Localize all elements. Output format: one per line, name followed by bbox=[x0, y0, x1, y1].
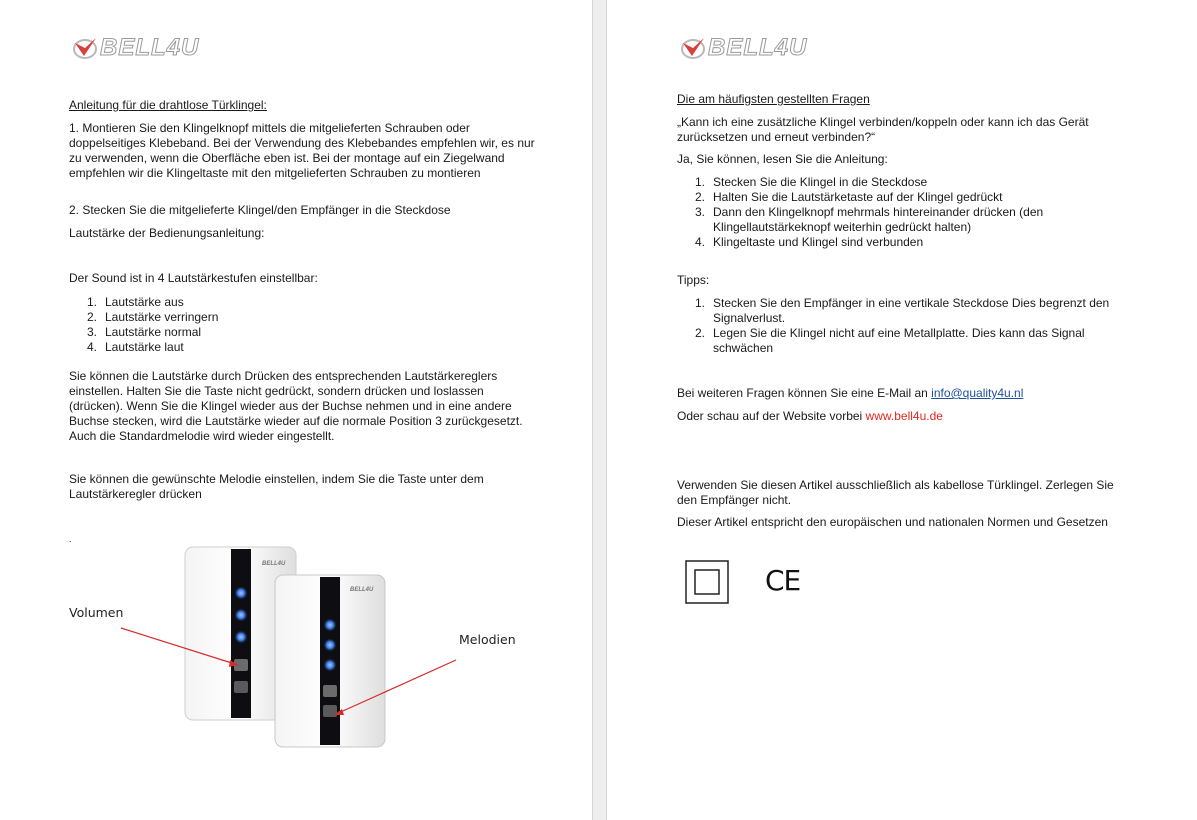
website-line bbox=[677, 409, 1157, 424]
ce-mark-icon: CE bbox=[765, 564, 801, 597]
tips-heading: Tipps: bbox=[677, 273, 710, 287]
list-item: 3. Lautstärke normal bbox=[87, 325, 202, 339]
list-item: 4. Klingeltaste und Klingel sind verbunden bbox=[695, 235, 924, 249]
faq-answer: Ja, Sie können, lesen Sie die Anleitung: bbox=[677, 152, 888, 166]
list-item: 2. Lautstärke verringern bbox=[87, 310, 219, 324]
device-brand-label-front: BELL4U bbox=[350, 587, 374, 593]
bell4u-logo bbox=[72, 34, 199, 62]
list-item: 2. Legen Sie die Klingel nicht auf eine Metallplatte. Dies kann das Signal schwächen bbox=[695, 326, 1085, 355]
volume-annotation: Volumen bbox=[69, 605, 124, 620]
melody-annotation: Melodien bbox=[459, 632, 516, 647]
email-link[interactable]: info@quality4u.nl bbox=[931, 386, 1024, 400]
tips-list bbox=[677, 296, 1147, 356]
list-item: 2. Halten Sie die Lautstärketaste auf der Klingel gedrückt bbox=[695, 190, 1003, 204]
answer-steps-list bbox=[677, 175, 1077, 250]
logo-text: BELL4U bbox=[100, 34, 200, 61]
list-item: 3. Dann den Klingelknopf mehrmals hintereinander drücken (den Klingellautstärkeknopf weiterhin gedrückt halten) bbox=[695, 205, 1044, 234]
faq-heading: Die am häufigsten gestellten Fragen bbox=[677, 92, 870, 106]
logo-emblem-icon bbox=[72, 36, 98, 60]
document-page-left bbox=[0, 0, 592, 820]
list-item: 4. Lautstärke laut bbox=[87, 340, 184, 354]
contact-line bbox=[677, 386, 1157, 401]
volume-heading: Lautstärke der Bedienungsanleitung: bbox=[69, 226, 265, 240]
list-item: 1. Lautstärke aus bbox=[87, 295, 184, 309]
bell4u-logo bbox=[680, 34, 807, 62]
website-link[interactable]: www.bell4u.de bbox=[865, 409, 943, 423]
doorbell-product-image bbox=[180, 545, 395, 750]
list-item: 1. Stecken Sie den Empfänger in eine vertikale Steckdose Dies begrenzt den Signalverlust. bbox=[695, 296, 1110, 325]
faq-question: „Kann ich eine zusätzliche Klingel verbinden/koppeln oder kann ich das Gerät zurücksetzen und erneut verbinden?“ bbox=[677, 115, 1089, 144]
instruction-step-1: 1. Montieren Sie den Klingelknopf mittels die mitgelieferten Schrauben oder doppelseitiges Klebeband. Bei der Verwendung des Klebebandes empfehlen wir, es nur zu verwenden, wenn die Oberfläche eben ist. Bei der montage auf ein Ziegelwand empfehlen wir die Klingeltaste mit den mitgelieferten Schrauben zu montieren bbox=[69, 121, 535, 180]
volume-paragraph: Sie können die Lautstärke durch Drücken des entsprechenden Lautstärkereglers einstellen. Halten Sie die Taste nicht gedrückt, sondern drücken und loslassen (drücken). Wenn Sie die Klingel wieder aus der Buchse nehmen und in eine andere Buchse stecken, wird die Lautstärke wieder auf die normale Position 3 zurückgesetzt. Auch die Standardmelodie wird wieder eingestellt. bbox=[69, 369, 523, 443]
contact-prefix: Bei weiteren Fragen können Sie eine E-Mail an bbox=[677, 386, 932, 400]
sound-intro: Der Sound ist in 4 Lautstärkestufen einstellbar: bbox=[69, 271, 318, 285]
class-ii-insulation-icon bbox=[685, 560, 729, 607]
instruction-step-2: 2. Stecken Sie die mitgelieferte Klingel/den Empfänger in die Steckdose bbox=[69, 203, 451, 217]
device-brand-label-back: BELL4U bbox=[262, 561, 286, 567]
logo-text: BELL4U bbox=[708, 34, 808, 61]
volume-levels-list bbox=[69, 295, 539, 355]
website-prefix: Oder schau auf der Website vorbei bbox=[677, 409, 866, 423]
norms-note: Dieser Artikel entspricht den europäischen und nationalen Normen und Gesetzen bbox=[677, 515, 1108, 529]
stray-dot: . bbox=[69, 534, 72, 544]
page-gutter bbox=[592, 0, 607, 820]
usage-note: Verwenden Sie diesen Artikel ausschließlich als kabellose Türklingel. Zerlegen Sie den Empfänger nicht. bbox=[677, 478, 1114, 507]
instructions-heading: Anleitung für die drahtlose Türklingel: bbox=[69, 98, 267, 112]
melody-paragraph: Sie können die gewünschte Melodie einstellen, indem Sie die Taste unter dem Lautstärkeregler drücken bbox=[69, 472, 484, 501]
document-page-right bbox=[607, 0, 1197, 820]
list-item: 1. Stecken Sie die Klingel in die Steckdose bbox=[695, 175, 928, 189]
logo-emblem-icon bbox=[680, 36, 706, 60]
